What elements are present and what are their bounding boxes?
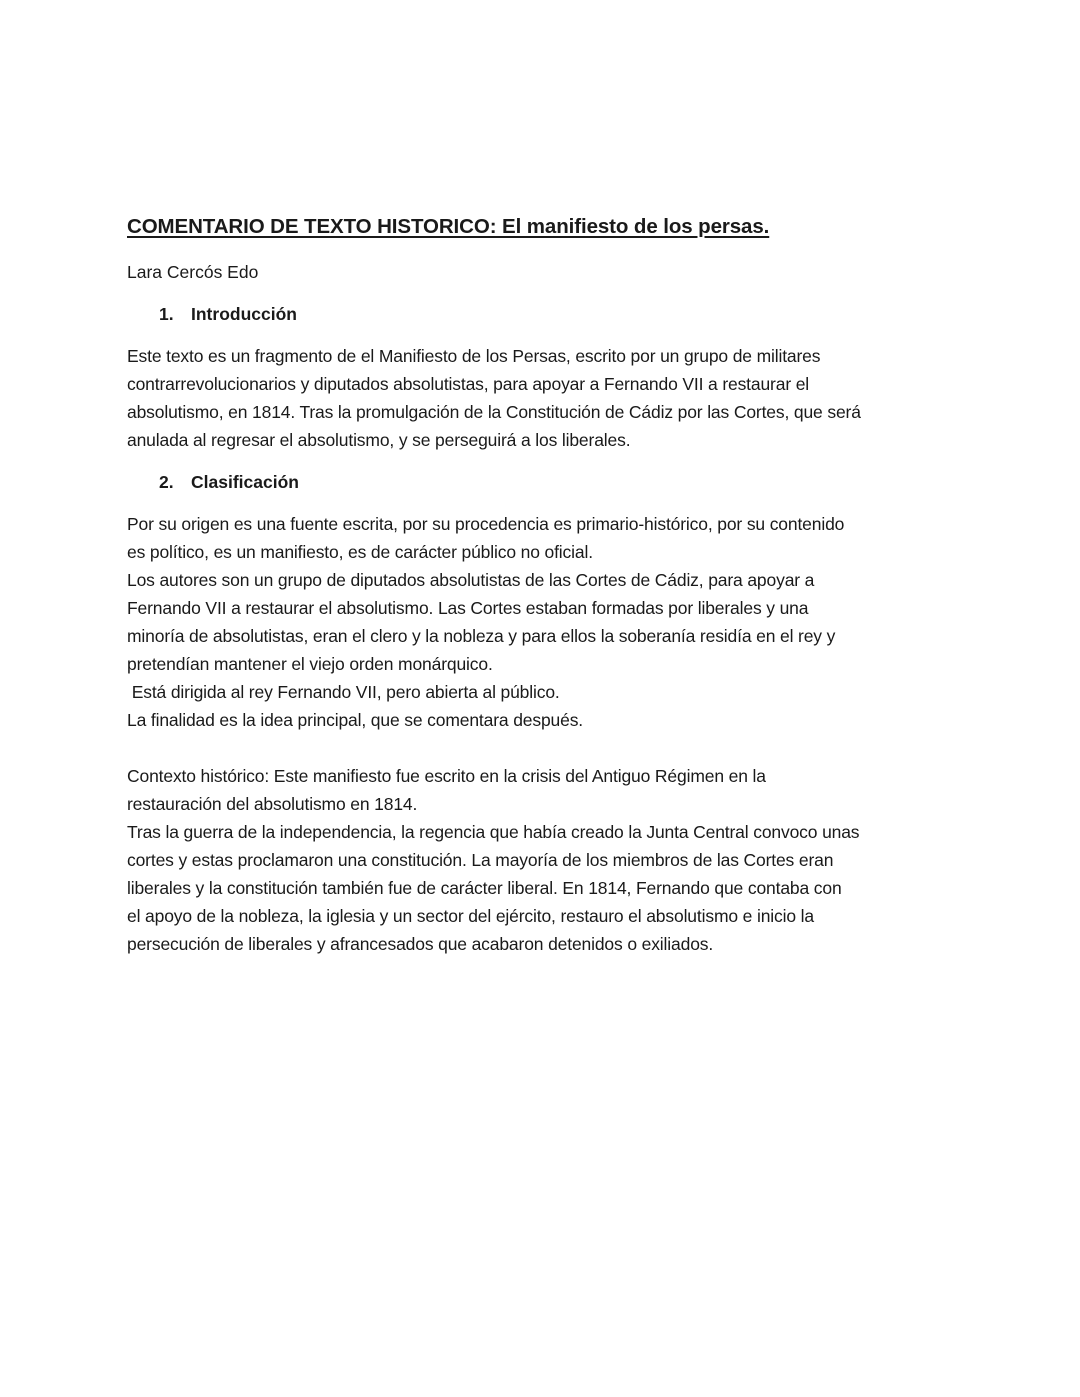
section-heading-text: Clasificación <box>191 472 299 492</box>
text-line: Por su origen es una fuente escrita, por su procedencia es primario-histórico, por su contenido <box>127 514 845 534</box>
text-line: Este texto es un fragmento de el Manifiesto de los Persas, escrito por un grupo de militares <box>127 346 821 366</box>
text-line: anulada al regresar el absolutismo, y se perseguirá a los liberales. <box>127 430 631 450</box>
section-body-clasificacion <box>127 510 957 958</box>
text-line: persecución de liberales y afrancesados que acabaron detenidos o exiliados. <box>127 934 714 954</box>
section-number: 2. <box>159 472 174 492</box>
document-title: COMENTARIO DE TEXTO HISTORICO: El manifiesto de los persas. <box>127 215 770 238</box>
section-heading-introduccion <box>159 300 957 328</box>
section-number: 1. <box>159 304 174 324</box>
section-heading-text: Introducción <box>191 304 297 324</box>
blank-line <box>127 734 957 762</box>
text-line: liberales y la constitución también fue de carácter liberal. En 1814, Fernando que contaba con <box>127 878 842 898</box>
text-line: minoría de absolutistas, eran el clero y la nobleza y para ellos la soberanía residía en el rey y <box>127 626 836 646</box>
text-line: Los autores son un grupo de diputados absolutistas de las Cortes de Cádiz, para apoyar a <box>127 570 815 590</box>
text-line: Contexto histórico: Este manifiesto fue escrito en la crisis del Antiguo Régimen en la <box>127 766 766 786</box>
text-line: absolutismo, en 1814. Tras la promulgación de la Constitución de Cádiz por las Cortes, que será <box>127 402 861 422</box>
text-line: pretendían mantener el viejo orden monárquico. <box>127 654 493 674</box>
author-name: Lara Cercós Edo <box>127 262 259 282</box>
text-line: contrarrevolucionarios y diputados absolutistas, para apoyar a Fernando VII a restaurar el <box>127 374 810 394</box>
document-content <box>127 212 957 958</box>
text-line: Tras la guerra de la independencia, la regencia que había creado la Junta Central convoco unas <box>127 822 860 842</box>
section-heading-clasificacion <box>159 468 957 496</box>
section-body-introduccion <box>127 342 957 454</box>
text-line: es político, es un manifiesto, es de carácter público no oficial. <box>127 542 593 562</box>
text-line: restauración del absolutismo en 1814. <box>127 794 418 814</box>
text-line: Está dirigida al rey Fernando VII, pero abierta al público. <box>127 682 560 702</box>
text-line: Fernando VII a restaurar el absolutismo. Las Cortes estaban formadas por liberales y una <box>127 598 809 618</box>
text-line: el apoyo de la nobleza, la iglesia y un sector del ejército, restauro el absolutismo e inicio la <box>127 906 814 926</box>
text-line: La finalidad es la idea principal, que se comentara después. <box>127 710 584 730</box>
text-line: cortes y estas proclamaron una constitución. La mayoría de los miembros de las Cortes eran <box>127 850 834 870</box>
